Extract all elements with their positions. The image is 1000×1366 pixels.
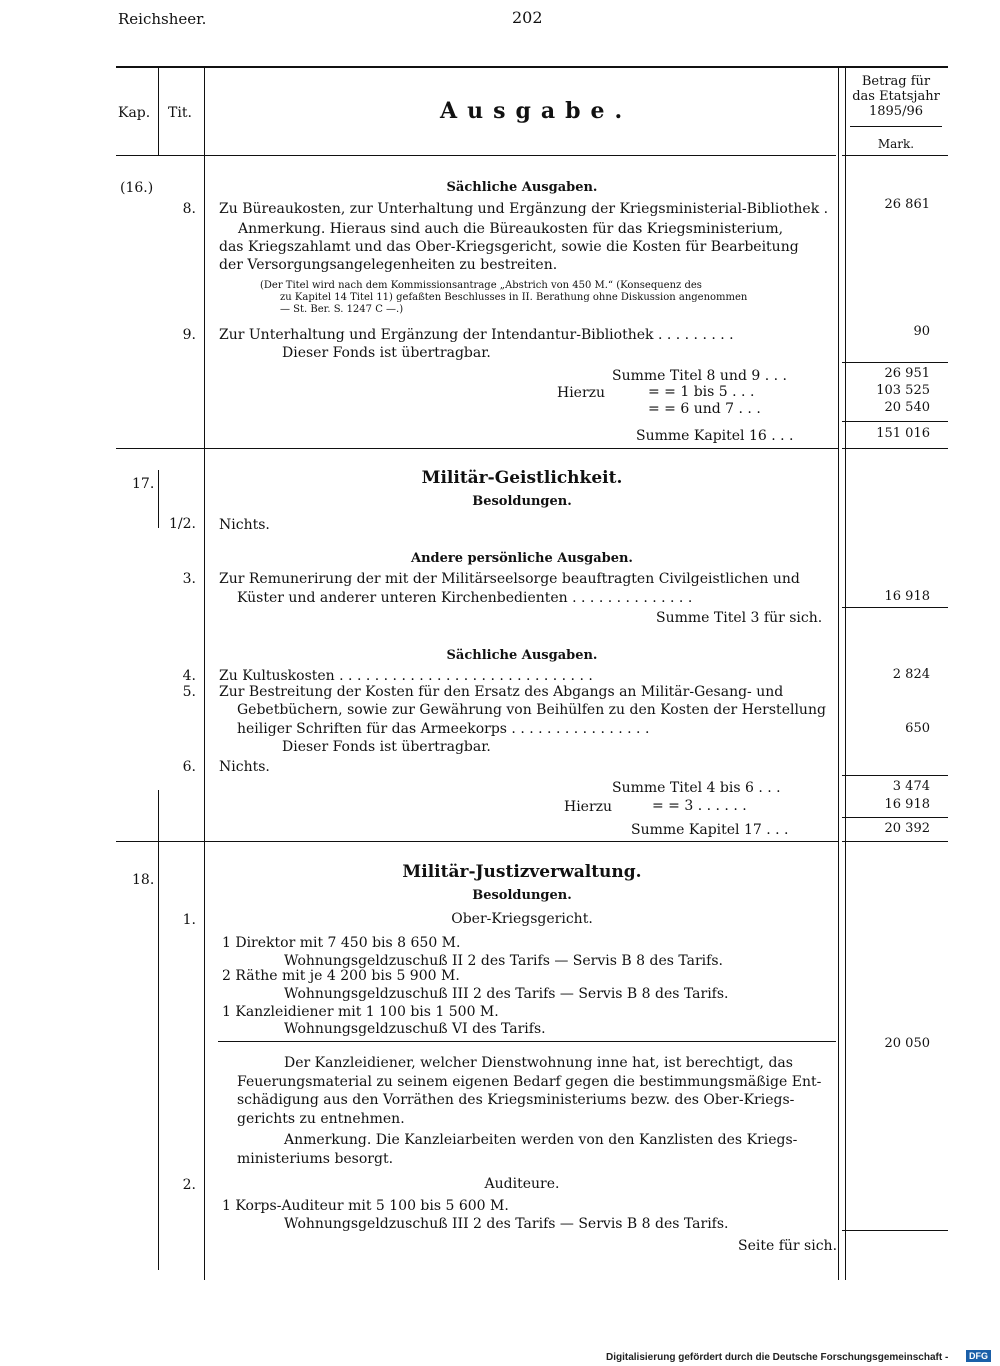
anm-1: Anmerkung. Die Kanzleiarbeiten werden von den Kanzlisten des Kriegs- [284, 1132, 798, 1148]
ch18-title: Militär-Justizverwaltung. [402, 862, 642, 882]
t9-text: Zur Unterhaltung und Ergänzung der Intendantur-Bibliothek . . . . . . . . . [219, 327, 734, 343]
t4-amount: 2 824 [892, 667, 930, 682]
sum17-amount: 3 474 [892, 779, 930, 794]
t5-amount: 650 [905, 721, 930, 736]
hierzu-17: Hierzu [564, 799, 613, 815]
ch16-end-rule-amount [842, 448, 948, 449]
sum1-rule [842, 362, 948, 363]
para-2: Feuerungsmaterial zu seinem eigenen Bedarf gegen die bestimmungsmäßige Ent- [237, 1074, 822, 1090]
hz2-amount: 20 540 [884, 400, 930, 415]
ch17-end-rule-amount [842, 841, 948, 842]
hz2-label: = = 6 und 7 . . . [648, 401, 761, 417]
sum17-rule [842, 775, 948, 776]
tit-18-1: 1. [182, 912, 196, 928]
col-mark: Mark. [877, 137, 915, 151]
ch18-besoldungen: Besoldungen. [472, 888, 572, 903]
col-betrag: Betrag für das Etatsjahr 1895/96 [852, 74, 940, 119]
total17-rule [842, 817, 948, 818]
line-korps-auditeur: 1 Korps-Auditeur mit 5 100 bis 5 600 M. [222, 1198, 509, 1214]
dfg-logo: DFG [966, 1350, 991, 1362]
header-bottom-rule-amount [842, 155, 948, 156]
hz1-label: = = 1 bis 5 . . . [648, 384, 755, 400]
seite-fuer-sich: Seite für sich. [738, 1238, 838, 1254]
t8-note-3: der Versorgungsangelegenheiten zu bestreiten. [219, 257, 558, 273]
t5-line-2: Gebetbüchern, sowie zur Gewährung von Beihülfen zu den Kosten der Herstellung [237, 702, 826, 718]
header-bottom-rule [116, 155, 836, 156]
t18-1-amount: 20 050 [884, 1036, 930, 1051]
tit-divider [204, 68, 205, 1280]
t3-sum: Summe Titel 3 für sich. [656, 610, 823, 626]
top-rule [116, 66, 948, 68]
running-title: Reichsheer. [118, 10, 207, 28]
tit-6: 6. [182, 759, 196, 775]
digitization-credit: Digitalisierung gefördert durch die Deutsche Forschungsgemeinschaft - [606, 1352, 949, 1363]
t8-amount: 26 861 [884, 197, 930, 212]
sum1-amount: 26 951 [884, 366, 930, 381]
t3-rule [842, 607, 948, 608]
kap-18: 18. [132, 872, 155, 888]
hz17-label: = = 3 . . . . . . [652, 798, 747, 814]
total16-rule [842, 421, 948, 422]
hierzu-16: Hierzu [557, 385, 606, 401]
auditeure: Auditeure. [484, 1176, 560, 1192]
tit-5: 5. [182, 684, 196, 700]
t8-small-1: (Der Titel wird nach dem Kommissionsantrage „Abstrich von 450 M.“ (Konsequenz des [260, 280, 702, 291]
para-3: schädigung aus den Vorräthen des Kriegsministeriums bezw. des Ober-Kriegs- [237, 1092, 795, 1108]
tit-4: 4. [182, 668, 196, 684]
tit-3: 3. [182, 571, 196, 587]
t5-note: Dieser Fonds ist übertragbar. [282, 739, 491, 755]
line-direktor-b: Wohnungsgeldzuschuß II 2 des Tarifs — Servis B 8 des Tarifs. [284, 953, 723, 969]
para-4: gerichts zu entnehmen. [237, 1111, 405, 1127]
anm-2: ministeriums besorgt. [237, 1151, 394, 1167]
t5-line-3: heiliger Schriften für das Armeekorps . . . . . . . . . . . . . . . . [237, 721, 650, 737]
section-saechliche-17: Sächliche Ausgaben. [446, 648, 598, 663]
t4-text: Zu Kultuskosten . . . . . . . . . . . . . . . . . . . . . . . . . . . . . [219, 668, 593, 684]
t8-note-2: das Kriegszahlamt und das Ober-Kriegsgericht, sowie die Kosten für Bearbeitung [219, 239, 799, 255]
t8-small-2: zu Kapitel 14 Titel 11) gefaßten Beschlusses in II. Berathung ohne Diskussion angenommen [280, 292, 748, 303]
ch17-end-rule [116, 841, 838, 842]
tit-9: 9. [182, 327, 196, 343]
betrag-underline [850, 126, 942, 127]
section-saechliche: Sächliche Ausgaben. [446, 180, 598, 195]
sum1-label: Summe Titel 8 und 9 . . . [612, 368, 787, 384]
col-ausgabe: Ausgabe. [440, 98, 633, 124]
line-kanzleidiener-b: Wohnungsgeldzuschuß VI des Tarifs. [284, 1021, 546, 1037]
t6-text: Nichts. [219, 759, 270, 775]
t9-amount: 90 [913, 324, 930, 339]
amount-divider [838, 68, 839, 1280]
page-number: 202 [512, 8, 543, 27]
line-kanzleidiener: 1 Kanzleidiener mit 1 100 bis 1 500 M. [222, 1004, 499, 1020]
total16-amount: 151 016 [876, 426, 930, 441]
kap-divider [158, 68, 159, 156]
tit-8: 8. [182, 201, 196, 217]
t5-line-1: Zur Bestreitung der Kosten für den Ersatz des Abgangs an Militär-Gesang- und [219, 684, 784, 700]
ch16-end-rule [116, 448, 838, 449]
line-korps-auditeur-b: Wohnungsgeldzuschuß III 2 des Tarifs — Servis B 8 des Tarifs. [284, 1216, 729, 1232]
kap-divider-17 [158, 470, 159, 528]
line-raethe-b: Wohnungsgeldzuschuß III 2 des Tarifs — Servis B 8 des Tarifs. [284, 986, 729, 1002]
line-direktor: 1 Direktor mit 7 450 bis 8 650 M. [222, 935, 461, 951]
t8-note-1: Anmerkung. Hieraus sind auch die Büreaukosten für das Kriegsministerium, [238, 221, 784, 237]
total17-amount: 20 392 [884, 821, 930, 836]
col-kap: Kap. [118, 105, 151, 121]
total16-label: Summe Kapitel 16 . . . [636, 428, 794, 444]
total17-label: Summe Kapitel 17 . . . [631, 822, 789, 838]
hz1-amount: 103 525 [876, 383, 930, 398]
t8-small-3: — St. Ber. S. 1247 C —.) [280, 304, 404, 315]
seite-rule [842, 1230, 948, 1231]
ch17-besoldungen: Besoldungen. [472, 494, 572, 509]
ober-kriegsgericht: Ober-Kriegsgericht. [451, 911, 593, 927]
line-raethe: 2 Räthe mit je 4 200 bis 5 900 M. [222, 968, 460, 984]
ch17-title: Militär-Geistlichkeit. [421, 468, 623, 488]
kap-16: (16.) [120, 180, 154, 196]
section-andere: Andere persönliche Ausgaben. [411, 551, 633, 566]
tit-18-2: 2. [182, 1177, 196, 1193]
hz17-amount: 16 918 [884, 797, 930, 812]
t12-text: Nichts. [219, 517, 270, 533]
col-tit: Tit. [168, 105, 192, 121]
sum17-label: Summe Titel 4 bis 6 . . . [612, 780, 781, 796]
t3-line-1: Zur Remunerirung der mit der Militärseelsorge beauftragten Civilgeistlichen und [219, 571, 800, 587]
t1-rule [218, 1041, 836, 1042]
t8-text: Zu Büreaukosten, zur Unterhaltung und Ergänzung der Kriegsministerial-Bibliothek . [219, 201, 829, 217]
kap-divider-18 [158, 790, 159, 1270]
t9-note: Dieser Fonds ist übertragbar. [282, 345, 491, 361]
t3-line-2: Küster und anderer unteren Kirchenbedienten . . . . . . . . . . . . . . [237, 590, 693, 606]
tit-1-2: 1/2. [169, 516, 196, 532]
kap-17: 17. [132, 476, 155, 492]
para-1: Der Kanzleidiener, welcher Dienstwohnung inne hat, ist berechtigt, das [284, 1055, 793, 1071]
t3-amount: 16 918 [884, 589, 930, 604]
